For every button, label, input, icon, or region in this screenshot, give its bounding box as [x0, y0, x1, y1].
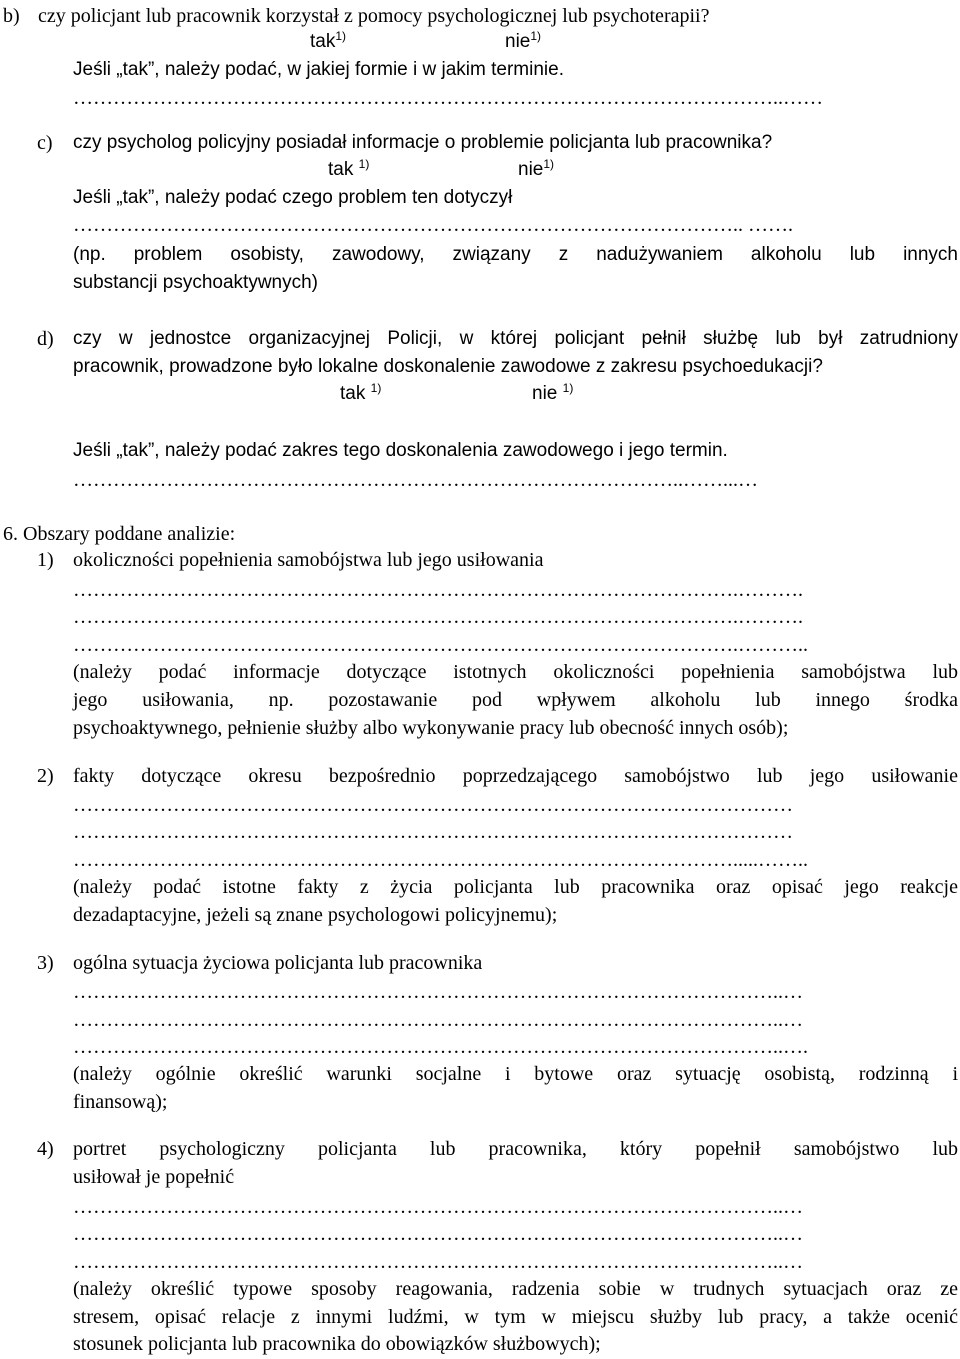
- section-b-question: czy policjant lub pracownik korzystał z pomocy psychologicznej lub psychoterapii?: [38, 5, 710, 27]
- footnote-ref: 1): [358, 157, 370, 171]
- item-4-marker: 4): [37, 1138, 54, 1160]
- item-3-marker: 3): [37, 952, 54, 974]
- footnote-ref: 1): [335, 29, 347, 43]
- section-d-marker: d): [37, 328, 54, 350]
- item-2-answer-line-3[interactable]: ……………………………………………………………………………………….....……..: [73, 849, 808, 871]
- section-c-marker: c): [37, 132, 53, 154]
- section-c-answer-line[interactable]: ……………………………………………………………………………………….. …….: [73, 214, 793, 236]
- section-c-note-line-2: substancji psychoaktywnych): [73, 272, 318, 293]
- section-d-if-yes: Jeśli „tak”, należy podać zakres tego doskonalenia zawodowego i jego termin.: [73, 440, 728, 461]
- item-3-answer-line-2[interactable]: ……………………………………………………………………………………………..…: [73, 1009, 803, 1031]
- item-1-note-line-1: (należy podać informacje dotyczące istotnych okoliczności popełnienia samobójstwa lub: [73, 661, 958, 683]
- item-1-answer-line-3[interactable]: ……………………………………………………………………………………….………..: [73, 634, 808, 656]
- section-d-answer-line[interactable]: ………………………………………………………………………………..……...…: [73, 469, 758, 491]
- option-no-label: nie: [518, 159, 544, 180]
- item-3-answer-line-1[interactable]: ……………………………………………………………………………………………..…: [73, 981, 803, 1003]
- section-c-option-yes[interactable]: [328, 158, 369, 182]
- item-3-answer-line-3[interactable]: ……………………………………………………………………………………………..….: [73, 1036, 808, 1058]
- item-4-note-line-2: stresem, opisać relacje z innymi ludźmi, w tym w miejscu służby lub pracy, a także ocenić: [73, 1306, 958, 1328]
- item-4-title-line-2: usiłował je popełnić: [73, 1166, 235, 1188]
- section-c-note-line-1: (np. problem osobisty, zawodowy, związany z nadużywaniem alkoholu lub innych: [73, 244, 958, 265]
- item-4-title-line-1: portret psychologiczny policjanta lub pracownika, który popełnił samobójstwo lub: [73, 1138, 958, 1160]
- item-3-note-line-2: finansową);: [73, 1091, 168, 1113]
- item-2-note-line-1: (należy podać istotne fakty z życia policjanta lub pracownika oraz opisać jego reakcje: [73, 876, 958, 898]
- section-b-option-yes[interactable]: [310, 30, 346, 54]
- section-d-question-line-2: pracownik, prowadzone było lokalne doskonalenie zawodowe z zakresu psychoedukacji?: [73, 356, 823, 377]
- footnote-ref: 1): [370, 381, 382, 395]
- item-1-note-line-2: jego usiłowania, np. pozostawanie pod wpływem alkoholu lub innego środka: [73, 689, 958, 711]
- item-1-title: okoliczności popełnienia samobójstwa lub jego usiłowania: [73, 549, 544, 571]
- section-d-question-line-1: czy w jednostce organizacyjnej Policji, w której policjant pełnił służbę lub był zatrudniony: [73, 328, 958, 349]
- item-3-title: ogólna sytuacja życiowa policjanta lub pracownika: [73, 952, 483, 974]
- section-b-option-no[interactable]: [505, 30, 541, 54]
- item-2-answer-line-1[interactable]: ………………………………………………………………………………………………: [73, 794, 793, 816]
- section-d-option-yes[interactable]: [340, 382, 381, 406]
- footnote-ref: 1): [543, 157, 555, 171]
- section-b-marker: b): [3, 5, 20, 27]
- item-1-answer-line-2[interactable]: ……………………………………………………………………………………….……….: [73, 606, 803, 628]
- item-4-note-line-1: (należy określić typowe sposoby reagowania, radzenia sobie w trudnych sytuacjach oraz ze: [73, 1278, 958, 1300]
- item-4-answer-line-1[interactable]: ……………………………………………………………………………………………..…: [73, 1196, 803, 1218]
- item-4-answer-line-3[interactable]: ……………………………………………………………………………………………..…: [73, 1251, 803, 1273]
- option-no-label: nie: [532, 383, 558, 404]
- item-3-note-line-1: (należy ogólnie określić warunki socjalne i bytowe oraz sytuację osobistą, rodzinną i: [73, 1063, 958, 1085]
- section-b-if-yes: Jeśli „tak”, należy podać, w jakiej formie i w jakim terminie.: [73, 59, 564, 80]
- option-yes-label: tak: [328, 159, 354, 180]
- option-yes-label: tak: [310, 31, 336, 52]
- item-2-title: fakty dotyczące okresu bezpośrednio poprzedzającego samobójstwo lub jego usiłowanie: [73, 765, 958, 787]
- item-1-answer-line-1[interactable]: ……………………………………………………………………………………….……….: [73, 579, 803, 601]
- item-2-note-line-2: dezadaptacyjne, jeżeli są znane psychologowi policyjnemu);: [73, 904, 558, 926]
- section-6-heading: 6. Obszary poddane analizie:: [3, 523, 236, 545]
- footnote-ref: 1): [530, 29, 542, 43]
- option-yes-label: tak: [340, 383, 366, 404]
- item-2-answer-line-2[interactable]: ………………………………………………………………………………………………: [73, 821, 793, 843]
- section-c-question: czy psycholog policyjny posiadał informacje o problemie policjanta lub pracownika?: [73, 132, 773, 153]
- item-4-note-line-3: stosunek policjanta lub pracownika do obowiązków służbowych);: [73, 1333, 601, 1355]
- option-no-label: nie: [505, 31, 531, 52]
- section-d-option-no[interactable]: [532, 382, 573, 406]
- item-2-marker: 2): [37, 765, 54, 787]
- section-c-if-yes: Jeśli „tak”, należy podać czego problem ten dotyczył: [73, 187, 513, 208]
- section-b-answer-line[interactable]: ……………………………………………………………………………………………..……: [73, 87, 823, 109]
- item-1-marker: 1): [37, 549, 54, 571]
- item-1-note-line-3: psychoaktywnego, pełnienie służby albo wykonywanie pracy lub obecność innych osób);: [73, 717, 789, 739]
- section-c-option-no[interactable]: [518, 158, 554, 182]
- footnote-ref: 1): [562, 381, 574, 395]
- item-4-answer-line-2[interactable]: ……………………………………………………………………………………………..…: [73, 1223, 803, 1245]
